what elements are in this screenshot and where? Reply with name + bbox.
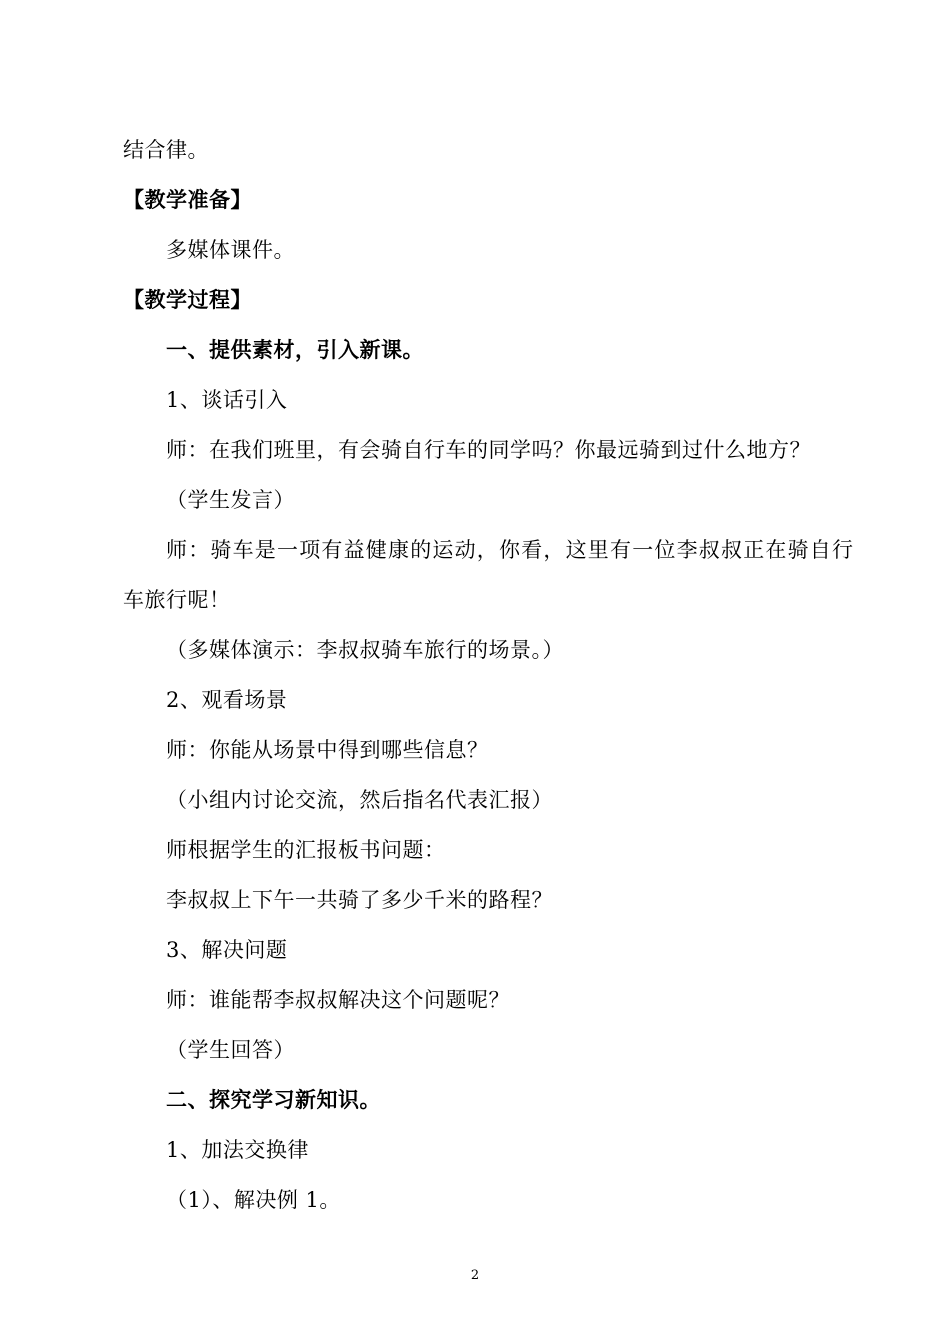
text-line: 师根据学生的汇报板书问题：	[166, 838, 446, 862]
text-line: 师：骑车是一项有益健康的运动，你看，这里有一位李叔叔正在骑自行	[166, 538, 855, 562]
section-heading-process: 【教学过程】	[123, 288, 252, 312]
page-number: 2	[470, 1268, 480, 1283]
text-line: 师：在我们班里，有会骑自行车的同学吗？你最远骑到过什么地方？	[166, 438, 811, 462]
text-line: （学生回答）	[166, 1038, 295, 1062]
text-line: 2、观看场景	[166, 688, 288, 712]
section-heading-preparation: 【教学准备】	[123, 188, 252, 212]
text-line: 3、解决问题	[166, 938, 288, 962]
text-line: 车旅行呢！	[123, 588, 231, 612]
text-line: （学生发言）	[166, 488, 295, 512]
text-line: 结合律。	[123, 138, 209, 162]
text-line: 1、谈话引入	[166, 388, 288, 412]
subsection-heading-2: 二、探究学习新知识。	[166, 1088, 381, 1112]
text-line: 师：谁能帮李叔叔解决这个问题呢？	[166, 988, 510, 1012]
text-line: （1）、解决例 1。	[166, 1188, 341, 1212]
text-line: （多媒体演示：李叔叔骑车旅行的场景。）	[166, 638, 564, 662]
text-line: （小组内讨论交流，然后指名代表汇报）	[166, 788, 553, 812]
text-line: 1、加法交换律	[166, 1138, 309, 1162]
text-line: 李叔叔上下午一共骑了多少千米的路程？	[166, 888, 553, 912]
subsection-heading-1: 一、提供素材，引入新课。	[166, 338, 424, 362]
text-line: 多媒体课件。	[166, 238, 295, 262]
text-line: 师：你能从场景中得到哪些信息？	[166, 738, 489, 762]
